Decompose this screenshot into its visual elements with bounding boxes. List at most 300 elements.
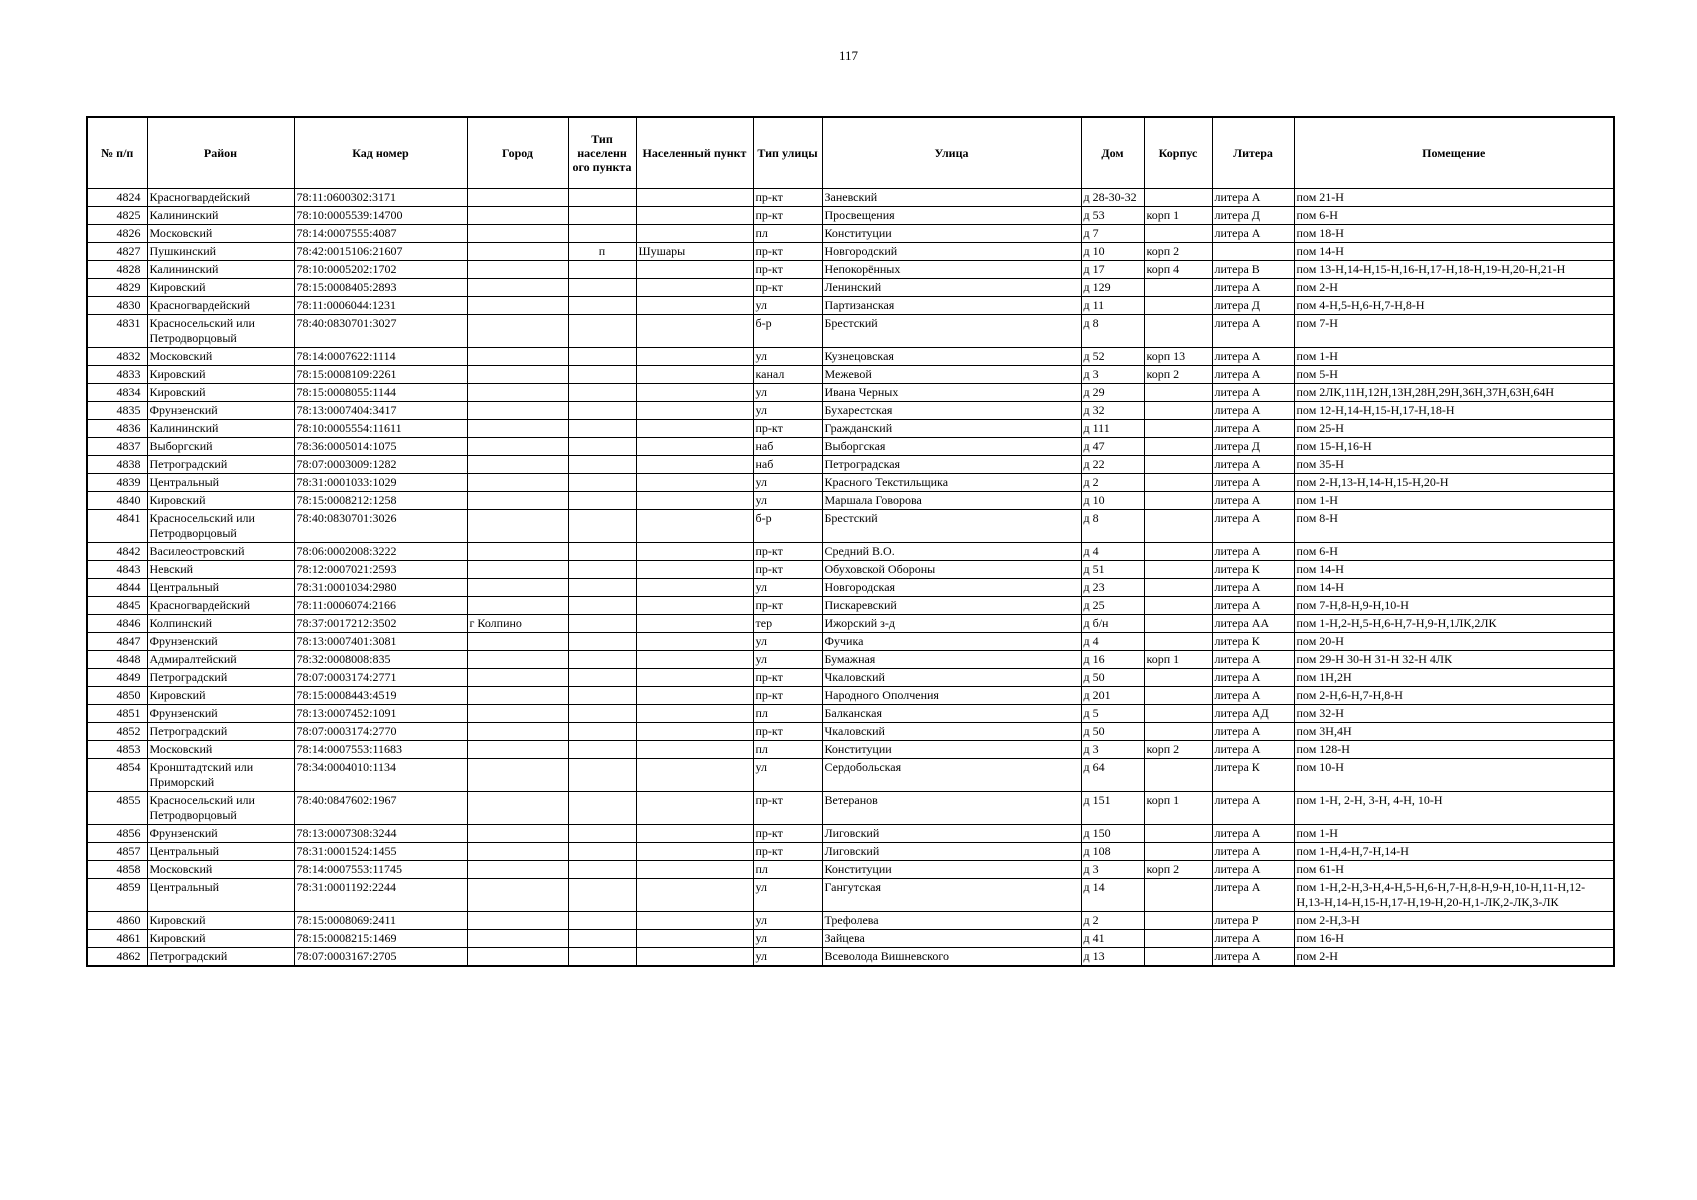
premises-cell: пом 2-Н,6-Н,7-Н,8-Н: [1294, 687, 1614, 705]
premises-cell: пом 2-Н: [1294, 279, 1614, 297]
row-number: 4828: [87, 261, 147, 279]
street-cell: Лиговский: [822, 843, 1081, 861]
house-cell: д 111: [1081, 420, 1144, 438]
settlement-type-cell: [568, 723, 636, 741]
column-header: Тип населенн ого пункта: [568, 117, 636, 189]
building-cell: [1144, 402, 1212, 420]
street-cell: Конституции: [822, 741, 1081, 759]
city-cell: [467, 669, 568, 687]
street-cell: Заневский: [822, 189, 1081, 207]
premises-cell: пом 1-Н,4-Н,7-Н,14-Н: [1294, 843, 1614, 861]
street-type-cell: ул: [753, 474, 822, 492]
settlement-cell: [636, 861, 753, 879]
street-type-cell: ул: [753, 651, 822, 669]
city-cell: [467, 207, 568, 225]
settlement-cell: [636, 261, 753, 279]
table-row: [87, 402, 1614, 420]
cadastral-number-cell: 78:14:0007553:11683: [294, 741, 467, 759]
row-number: 4840: [87, 492, 147, 510]
row-number: 4837: [87, 438, 147, 456]
house-cell: д 5: [1081, 705, 1144, 723]
district-cell: Кировский: [147, 384, 294, 402]
cadastral-number-cell: 78:15:0008055:1144: [294, 384, 467, 402]
house-cell: д 41: [1081, 930, 1144, 948]
settlement-cell: Шушары: [636, 243, 753, 261]
settlement-type-cell: [568, 207, 636, 225]
row-number: 4846: [87, 615, 147, 633]
letter-cell: литера А: [1212, 792, 1294, 825]
city-cell: [467, 543, 568, 561]
settlement-type-cell: [568, 615, 636, 633]
cadastral-number-cell: 78:40:0830701:3027: [294, 315, 467, 348]
letter-cell: литера А: [1212, 579, 1294, 597]
house-cell: д 52: [1081, 348, 1144, 366]
premises-cell: пом 6-Н: [1294, 543, 1614, 561]
street-type-cell: пл: [753, 861, 822, 879]
settlement-cell: [636, 543, 753, 561]
district-cell: Калининский: [147, 207, 294, 225]
letter-cell: литера А: [1212, 741, 1294, 759]
row-number: 4832: [87, 348, 147, 366]
district-cell: Центральный: [147, 474, 294, 492]
settlement-type-cell: [568, 879, 636, 912]
building-cell: [1144, 912, 1212, 930]
building-cell: корп 1: [1144, 207, 1212, 225]
letter-cell: литера А: [1212, 456, 1294, 474]
street-type-cell: пр-кт: [753, 420, 822, 438]
house-cell: д 3: [1081, 741, 1144, 759]
street-type-cell: тер: [753, 615, 822, 633]
cadastral-number-cell: 78:34:0004010:1134: [294, 759, 467, 792]
settlement-cell: [636, 705, 753, 723]
cadastral-number-cell: 78:40:0830701:3026: [294, 510, 467, 543]
city-cell: [467, 225, 568, 243]
city-cell: [467, 597, 568, 615]
premises-cell: пом 2ЛК,11Н,12Н,13Н,28Н,29Н,36Н,37Н,63Н,64Н: [1294, 384, 1614, 402]
city-cell: [467, 297, 568, 315]
building-cell: [1144, 384, 1212, 402]
row-number: 4857: [87, 843, 147, 861]
house-cell: д 3: [1081, 861, 1144, 879]
page-number: 117: [838, 48, 859, 63]
street-type-cell: пл: [753, 705, 822, 723]
house-cell: д 108: [1081, 843, 1144, 861]
cadastral-number-cell: 78:10:0005554:11611: [294, 420, 467, 438]
settlement-cell: [636, 225, 753, 243]
letter-cell: литера А: [1212, 474, 1294, 492]
settlement-cell: [636, 759, 753, 792]
letter-cell: литера А: [1212, 948, 1294, 967]
row-number: 4824: [87, 189, 147, 207]
street-type-cell: ул: [753, 402, 822, 420]
house-cell: д 16: [1081, 651, 1144, 669]
building-cell: корп 2: [1144, 366, 1212, 384]
building-cell: корп 1: [1144, 792, 1212, 825]
city-cell: [467, 579, 568, 597]
row-number: 4859: [87, 879, 147, 912]
building-cell: [1144, 579, 1212, 597]
premises-cell: пом 25-Н: [1294, 420, 1614, 438]
cadastral-number-cell: 78:32:0008008:835: [294, 651, 467, 669]
row-number: 4834: [87, 384, 147, 402]
city-cell: [467, 687, 568, 705]
premises-cell: пом 6-Н: [1294, 207, 1614, 225]
row-number: 4838: [87, 456, 147, 474]
row-number: 4842: [87, 543, 147, 561]
district-cell: Московский: [147, 348, 294, 366]
premises-cell: пом 10-Н: [1294, 759, 1614, 792]
settlement-cell: [636, 438, 753, 456]
cadastral-number-cell: 78:06:0002008:3222: [294, 543, 467, 561]
street-cell: Межевой: [822, 366, 1081, 384]
house-cell: д 8: [1081, 315, 1144, 348]
table-row: [87, 543, 1614, 561]
premises-cell: пом 61-Н: [1294, 861, 1614, 879]
district-cell: Фрунзенский: [147, 633, 294, 651]
row-number: 4825: [87, 207, 147, 225]
settlement-type-cell: [568, 669, 636, 687]
premises-cell: пом 14-Н: [1294, 243, 1614, 261]
building-cell: [1144, 438, 1212, 456]
settlement-cell: [636, 633, 753, 651]
district-cell: Петроградский: [147, 669, 294, 687]
building-cell: [1144, 687, 1212, 705]
city-cell: [467, 723, 568, 741]
cadastral-number-cell: 78:07:0003174:2770: [294, 723, 467, 741]
premises-cell: пом 1-Н: [1294, 825, 1614, 843]
house-cell: д 47: [1081, 438, 1144, 456]
settlement-type-cell: [568, 297, 636, 315]
letter-cell: литера Д: [1212, 438, 1294, 456]
building-cell: [1144, 492, 1212, 510]
settlement-cell: [636, 510, 753, 543]
row-number: 4858: [87, 861, 147, 879]
house-cell: д 25: [1081, 597, 1144, 615]
building-cell: [1144, 669, 1212, 687]
column-header: Дом: [1081, 117, 1144, 189]
street-type-cell: пр-кт: [753, 723, 822, 741]
street-type-cell: б-р: [753, 510, 822, 543]
street-type-cell: ул: [753, 384, 822, 402]
settlement-cell: [636, 825, 753, 843]
house-cell: д 7: [1081, 225, 1144, 243]
street-cell: Брестский: [822, 315, 1081, 348]
row-number: 4860: [87, 912, 147, 930]
premises-cell: пом 1-Н, 2-Н, 3-Н, 4-Н, 10-Н: [1294, 792, 1614, 825]
street-cell: Новгородский: [822, 243, 1081, 261]
cadastral-number-cell: 78:15:0008405:2893: [294, 279, 467, 297]
cadastral-number-cell: 78:11:0600302:3171: [294, 189, 467, 207]
street-type-cell: ул: [753, 492, 822, 510]
house-cell: д 2: [1081, 474, 1144, 492]
table-row: [87, 348, 1614, 366]
district-cell: Кронштадтский или Приморский: [147, 759, 294, 792]
column-header: Город: [467, 117, 568, 189]
table-row: [87, 438, 1614, 456]
table-row: [87, 366, 1614, 384]
district-cell: Кировский: [147, 912, 294, 930]
building-cell: [1144, 948, 1212, 967]
row-number: 4844: [87, 579, 147, 597]
building-cell: [1144, 597, 1212, 615]
settlement-cell: [636, 687, 753, 705]
premises-cell: пом 12-Н,14-Н,15-Н,17-Н,18-Н: [1294, 402, 1614, 420]
column-header: Корпус: [1144, 117, 1212, 189]
building-cell: [1144, 705, 1212, 723]
cadastral-number-cell: 78:31:0001524:1455: [294, 843, 467, 861]
street-type-cell: пл: [753, 225, 822, 243]
cadastral-number-cell: 78:31:0001033:1029: [294, 474, 467, 492]
cadastral-number-cell: 78:07:0003174:2771: [294, 669, 467, 687]
settlement-cell: [636, 615, 753, 633]
table-row: [87, 207, 1614, 225]
city-cell: [467, 651, 568, 669]
premises-cell: пом 35-Н: [1294, 456, 1614, 474]
cadastral-number-cell: 78:13:0007452:1091: [294, 705, 467, 723]
building-cell: [1144, 633, 1212, 651]
settlement-type-cell: [568, 861, 636, 879]
street-cell: Средний В.О.: [822, 543, 1081, 561]
row-number: 4852: [87, 723, 147, 741]
table-row: [87, 225, 1614, 243]
letter-cell: литера А: [1212, 930, 1294, 948]
letter-cell: литера А: [1212, 651, 1294, 669]
premises-cell: пом 7-Н,8-Н,9-Н,10-Н: [1294, 597, 1614, 615]
letter-cell: литера К: [1212, 633, 1294, 651]
settlement-cell: [636, 843, 753, 861]
row-number: 4839: [87, 474, 147, 492]
street-cell: Бухарестская: [822, 402, 1081, 420]
premises-cell: пом 1Н,2Н: [1294, 669, 1614, 687]
settlement-cell: [636, 189, 753, 207]
letter-cell: литера А: [1212, 843, 1294, 861]
street-cell: Сердобольская: [822, 759, 1081, 792]
letter-cell: литера А: [1212, 348, 1294, 366]
row-number: 4856: [87, 825, 147, 843]
district-cell: Центральный: [147, 579, 294, 597]
settlement-type-cell: [568, 348, 636, 366]
building-cell: [1144, 456, 1212, 474]
settlement-type-cell: [568, 366, 636, 384]
street-type-cell: ул: [753, 759, 822, 792]
cadastral-number-cell: 78:11:0006044:1231: [294, 297, 467, 315]
row-number: 4862: [87, 948, 147, 967]
district-cell: Красногвардейский: [147, 189, 294, 207]
table-row: [87, 669, 1614, 687]
table-row: [87, 510, 1614, 543]
street-cell: Пискаревский: [822, 597, 1081, 615]
column-header: Район: [147, 117, 294, 189]
city-cell: [467, 633, 568, 651]
street-type-cell: ул: [753, 879, 822, 912]
cadastral-number-cell: 78:40:0847602:1967: [294, 792, 467, 825]
house-cell: д 11: [1081, 297, 1144, 315]
street-type-cell: ул: [753, 348, 822, 366]
table-row: [87, 633, 1614, 651]
district-cell: Красносельский или Петродворцовый: [147, 510, 294, 543]
settlement-type-cell: [568, 225, 636, 243]
city-cell: [467, 438, 568, 456]
table-row: [87, 861, 1614, 879]
street-cell: Кузнецовская: [822, 348, 1081, 366]
settlement-cell: [636, 420, 753, 438]
premises-cell: пом 32-Н: [1294, 705, 1614, 723]
city-cell: [467, 348, 568, 366]
settlement-type-cell: [568, 948, 636, 967]
city-cell: [467, 315, 568, 348]
premises-cell: пом 15-Н,16-Н: [1294, 438, 1614, 456]
premises-cell: пом 20-Н: [1294, 633, 1614, 651]
cadastral-number-cell: 78:13:0007308:3244: [294, 825, 467, 843]
settlement-cell: [636, 456, 753, 474]
letter-cell: литера А: [1212, 366, 1294, 384]
letter-cell: литера АД: [1212, 705, 1294, 723]
city-cell: [467, 474, 568, 492]
row-number: 4833: [87, 366, 147, 384]
row-number: 4830: [87, 297, 147, 315]
settlement-type-cell: [568, 597, 636, 615]
house-cell: д б/н: [1081, 615, 1144, 633]
column-header: Литера: [1212, 117, 1294, 189]
settlement-type-cell: [568, 438, 636, 456]
building-cell: корп 2: [1144, 243, 1212, 261]
street-type-cell: пр-кт: [753, 792, 822, 825]
cadastral-number-cell: 78:15:0008443:4519: [294, 687, 467, 705]
district-cell: Петроградский: [147, 723, 294, 741]
settlement-type-cell: [568, 279, 636, 297]
cadastral-number-cell: 78:15:0008215:1469: [294, 930, 467, 948]
cadastral-number-cell: 78:13:0007401:3081: [294, 633, 467, 651]
settlement-cell: [636, 741, 753, 759]
street-cell: Обуховской Обороны: [822, 561, 1081, 579]
row-number: 4836: [87, 420, 147, 438]
settlement-cell: [636, 207, 753, 225]
table-body: [87, 189, 1614, 967]
settlement-type-cell: [568, 825, 636, 843]
letter-cell: литера А: [1212, 597, 1294, 615]
street-cell: Брестский: [822, 510, 1081, 543]
settlement-type-cell: [568, 402, 636, 420]
street-cell: Гражданский: [822, 420, 1081, 438]
row-number: 4826: [87, 225, 147, 243]
street-cell: Петроградская: [822, 456, 1081, 474]
city-cell: [467, 420, 568, 438]
settlement-cell: [636, 930, 753, 948]
settlement-type-cell: [568, 492, 636, 510]
district-cell: Красногвардейский: [147, 597, 294, 615]
letter-cell: [1212, 243, 1294, 261]
district-cell: Калининский: [147, 261, 294, 279]
table-row: [87, 384, 1614, 402]
cadastral-number-cell: 78:14:0007555:4087: [294, 225, 467, 243]
street-cell: Красного Текстильщика: [822, 474, 1081, 492]
house-cell: д 23: [1081, 579, 1144, 597]
settlement-cell: [636, 792, 753, 825]
street-cell: Просвещения: [822, 207, 1081, 225]
city-cell: [467, 243, 568, 261]
table-row: [87, 843, 1614, 861]
premises-cell: пом 8-Н: [1294, 510, 1614, 543]
district-cell: Московский: [147, 225, 294, 243]
settlement-cell: [636, 297, 753, 315]
letter-cell: литера К: [1212, 561, 1294, 579]
building-cell: корп 2: [1144, 861, 1212, 879]
premises-cell: пом 16-Н: [1294, 930, 1614, 948]
row-number: 4831: [87, 315, 147, 348]
premises-cell: пом 21-Н: [1294, 189, 1614, 207]
table-row: [87, 420, 1614, 438]
letter-cell: литера Р: [1212, 912, 1294, 930]
building-cell: корп 2: [1144, 741, 1212, 759]
street-type-cell: пр-кт: [753, 561, 822, 579]
city-cell: [467, 843, 568, 861]
street-cell: Выборгская: [822, 438, 1081, 456]
settlement-type-cell: [568, 912, 636, 930]
house-cell: д 64: [1081, 759, 1144, 792]
building-cell: [1144, 225, 1212, 243]
settlement-type-cell: [568, 543, 636, 561]
letter-cell: литера А: [1212, 315, 1294, 348]
street-cell: Зайцева: [822, 930, 1081, 948]
house-cell: д 32: [1081, 402, 1144, 420]
table-row: [87, 948, 1614, 967]
house-cell: д 150: [1081, 825, 1144, 843]
settlement-cell: [636, 279, 753, 297]
city-cell: [467, 912, 568, 930]
settlement-cell: [636, 723, 753, 741]
city-cell: г Колпино: [467, 615, 568, 633]
table-row: [87, 879, 1614, 912]
street-type-cell: пр-кт: [753, 543, 822, 561]
table-header: [87, 117, 1614, 189]
street-type-cell: наб: [753, 456, 822, 474]
cadastral-number-cell: 78:11:0006074:2166: [294, 597, 467, 615]
street-type-cell: пр-кт: [753, 597, 822, 615]
column-header: Кад номер: [294, 117, 467, 189]
row-number: 4848: [87, 651, 147, 669]
letter-cell: литера А: [1212, 669, 1294, 687]
house-cell: д 4: [1081, 633, 1144, 651]
street-cell: Конституции: [822, 861, 1081, 879]
house-cell: д 201: [1081, 687, 1144, 705]
district-cell: Невский: [147, 561, 294, 579]
column-header: Улица: [822, 117, 1081, 189]
table-row: [87, 189, 1614, 207]
table-row: [87, 912, 1614, 930]
city-cell: [467, 384, 568, 402]
letter-cell: литера А: [1212, 420, 1294, 438]
settlement-cell: [636, 492, 753, 510]
city-cell: [467, 948, 568, 967]
city-cell: [467, 759, 568, 792]
house-cell: д 53: [1081, 207, 1144, 225]
premises-cell: пом 128-Н: [1294, 741, 1614, 759]
street-type-cell: ул: [753, 930, 822, 948]
cadastral-number-cell: 78:14:0007622:1114: [294, 348, 467, 366]
street-cell: Чкаловский: [822, 669, 1081, 687]
row-number: 4835: [87, 402, 147, 420]
table-row: [87, 687, 1614, 705]
city-cell: [467, 279, 568, 297]
settlement-cell: [636, 474, 753, 492]
district-cell: Кировский: [147, 366, 294, 384]
house-cell: д 17: [1081, 261, 1144, 279]
premises-cell: пом 2-Н: [1294, 948, 1614, 967]
district-cell: Калининский: [147, 420, 294, 438]
settlement-type-cell: [568, 705, 636, 723]
street-type-cell: пр-кт: [753, 669, 822, 687]
building-cell: [1144, 279, 1212, 297]
